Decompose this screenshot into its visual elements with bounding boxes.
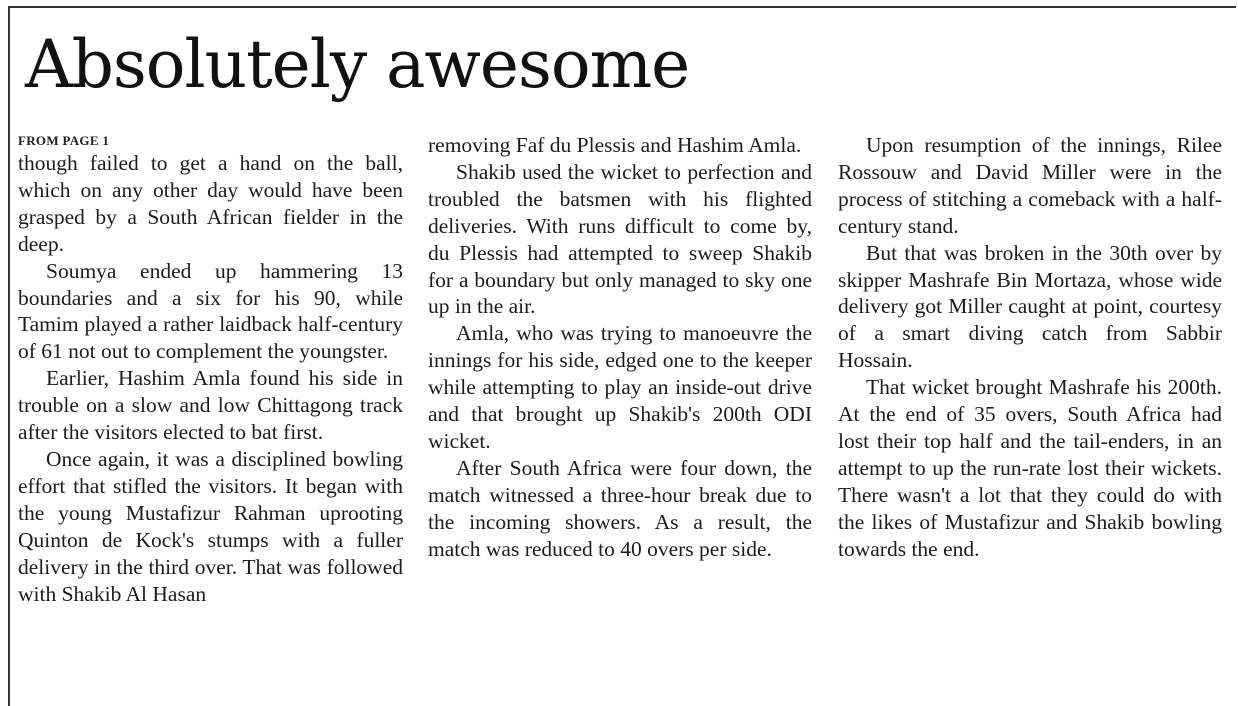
article-column-3 (838, 132, 1222, 563)
article-column-1 (18, 132, 403, 607)
headline: Absolutely awesome (25, 26, 690, 103)
paragraph: But that was broken in the 30th over by skipper Mashrafe Bin Mortaza, whose wide delivery got Miller caught at point, courtesy of a smart diving catch from Sabbir Hossain. (838, 240, 1222, 373)
continued-from-kicker: FROM PAGE 1 (18, 133, 110, 148)
paragraph: Once again, it was a disciplined bowling effort that stifled the visitors. It began with the young Mustafizur Rahman uprooting Quinton de Kock's stumps with a fuller delivery in the third over. That was followed with Shakib Al Hasan (18, 446, 403, 606)
paragraph: That wicket brought Mashrafe his 200th. At the end of 35 overs, South Africa had lost their top half and the tail-enders, in an attempt to up the run-rate lost their wickets. There wasn't a lot that they could do with the likes of Mustafizur and Shakib bowling towards the end. (838, 375, 1222, 561)
paragraph: Amla, who was trying to manoeuvre the innings for his side, edged one to the keeper while attempting to play an inside-out drive and that brought up Shakib's 200th ODI wicket. (428, 321, 812, 453)
paragraph: Soumya ended up hammering 13 boundaries and a six for his 90, while Tamim played a rather laidback half-century of 61 not out to complement the youngster. (18, 258, 403, 364)
paragraph: removing Faf du Plessis and Hashim Amla. (428, 133, 802, 157)
paragraph: After South Africa were four down, the match witnessed a three-hour break due to the incoming showers. As a result, the match was reduced to 40 overs per side. (428, 455, 812, 561)
paragraph: though failed to get a hand on the ball, which on any other day would have been grasped by a South African fielder in the deep. (18, 151, 403, 256)
paragraph: Upon resumption of the innings, Rilee Rossouw and David Miller were in the process of stitching a comeback with a half-century stand. (838, 133, 1222, 238)
paragraph: Shakib used the wicket to perfection and troubled the batsmen with his flighted deliveries. With runs difficult to come by, du Plessis had attempted to sweep Shakib for a boundary but only managed to sky one up in the air. (428, 159, 812, 319)
paragraph: Earlier, Hashim Amla found his side in trouble on a slow and low Chittagong track after the visitors elected to bat first. (18, 366, 403, 445)
article-column-2 (428, 132, 812, 563)
